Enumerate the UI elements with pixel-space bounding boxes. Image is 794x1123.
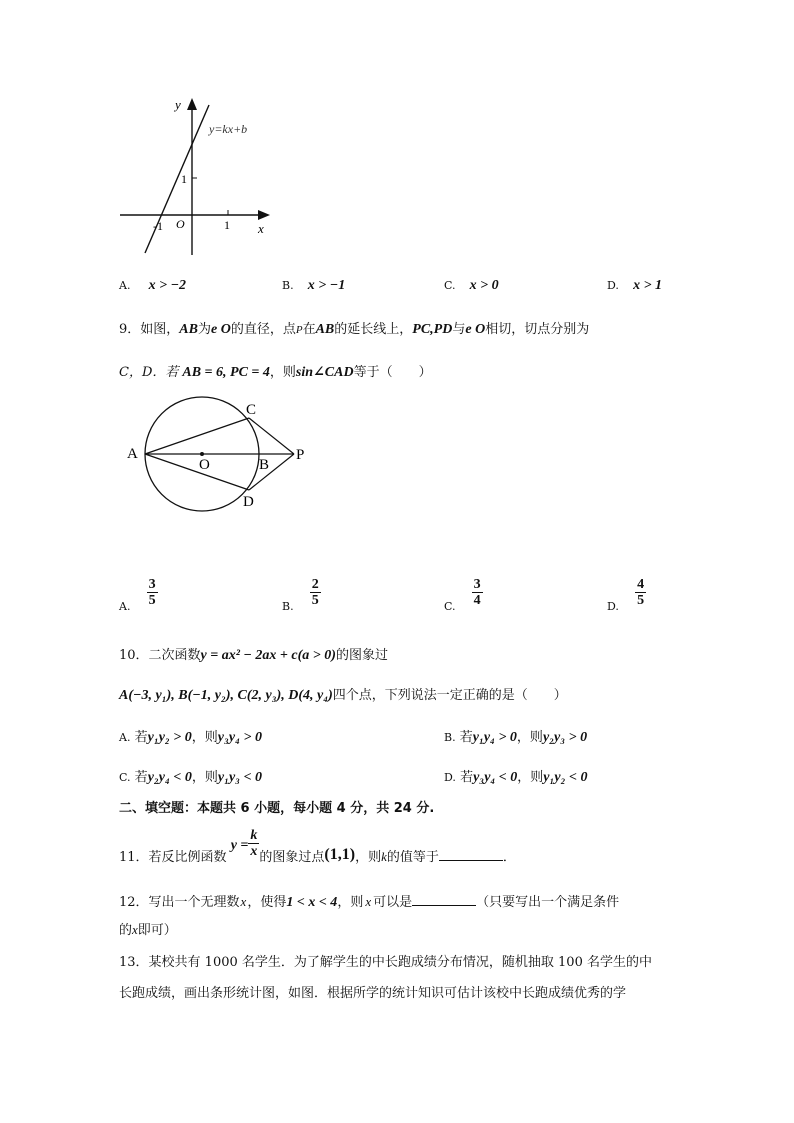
segment-ac: [145, 418, 249, 454]
q8-option-c: [444, 278, 499, 294]
text: 的值等于: [386, 850, 439, 865]
text: 的延长线上，: [334, 322, 413, 337]
option-expr: x > 1: [633, 278, 663, 293]
option-letter: C.: [444, 600, 456, 613]
math: y =: [230, 838, 249, 853]
q8-option-d: [607, 278, 662, 294]
math: AB: [315, 322, 335, 337]
math: e O: [465, 322, 486, 337]
math: A(−3, y₁), B(−1, y₂), C(2, y₃), D(4, y₄): [119, 688, 333, 703]
y-axis-label: y: [175, 97, 181, 112]
math: 1 < x < 4: [286, 895, 338, 910]
numerator: 3: [148, 577, 156, 592]
math: y = ax² − 2ax + c: [200, 648, 298, 663]
text: ，则: [191, 770, 218, 785]
tick-x1-label: 1: [224, 218, 230, 232]
origin-label: O: [176, 217, 185, 231]
denominator: x: [250, 844, 258, 859]
text: 11．若反比例函数: [119, 850, 227, 865]
label-d: D: [243, 494, 254, 510]
text: 为: [197, 322, 211, 337]
option-expr: x > 0: [469, 278, 499, 293]
text: ，则: [355, 850, 382, 865]
math: y₁y₂ < 0: [543, 770, 588, 785]
tick-neg1-label: -1: [153, 219, 163, 233]
text: 可以是: [373, 895, 413, 910]
option-letter: C.: [444, 279, 456, 292]
option-fraction: [147, 577, 158, 608]
text: 若: [134, 770, 148, 785]
q9-option-c: [444, 577, 483, 613]
numerator: 2: [311, 577, 319, 592]
q9-line2: [119, 361, 432, 381]
text: 10．二次函数: [119, 648, 201, 663]
denominator: 4: [473, 593, 481, 608]
text: ．: [502, 850, 516, 865]
math: y₁y₄ > 0: [472, 730, 517, 745]
math: AB = 6, PC = 4: [182, 365, 270, 380]
fraction-k-over-x: [248, 828, 259, 859]
text: 等于（ ）: [353, 365, 432, 380]
option-fraction: [635, 577, 646, 608]
section-heading: 二、填空题：本题共 6 小题，每小题 4 分，共 24 分.: [119, 801, 435, 816]
text: 若: [134, 730, 148, 745]
segment-ad: [145, 454, 249, 490]
math: AB: [179, 322, 198, 337]
text: ，则: [337, 895, 364, 910]
text: 若: [459, 730, 473, 745]
tick-y1-label: 1: [181, 172, 187, 186]
q13-line1: 13．某校共有 1000 名学生．为了解学生的中长跑成绩分布情况，随机抽取 100 名学生的中: [119, 955, 652, 970]
text: ，则: [269, 365, 296, 380]
q9-option-a: [119, 577, 158, 613]
text: ，则: [191, 730, 218, 745]
numerator: 3: [473, 577, 481, 592]
option-expr: x > −1: [307, 278, 346, 293]
y-axis-arrow: [187, 98, 197, 110]
option-fraction: [310, 577, 321, 608]
option-letter: D.: [607, 279, 619, 292]
q10-option-b: [444, 726, 587, 746]
circle-tangent-figure: [120, 390, 320, 515]
math: y₃y₄ > 0: [217, 730, 262, 745]
option-letter: B.: [282, 600, 294, 613]
math: PC,PD: [412, 322, 453, 337]
option-letter: B.: [444, 731, 456, 744]
option-expr: x > −2: [148, 278, 187, 293]
label-a: A: [127, 446, 138, 462]
text: C，D．若: [119, 365, 179, 380]
line-label: y=kx+b: [209, 122, 248, 136]
numerator: 4: [637, 577, 645, 592]
q10-option-a: [119, 726, 262, 746]
q12-line1: [119, 891, 619, 911]
option-letter: C.: [119, 771, 131, 784]
label-c: C: [246, 402, 257, 418]
text: 9．如图，: [119, 322, 180, 337]
q9-option-d: [607, 577, 646, 613]
option-fraction: [472, 577, 483, 608]
option-letter: D.: [607, 600, 619, 613]
text: 四个点，下列说法一定正确的是（ ）: [332, 688, 567, 703]
q9-line1: [119, 318, 589, 338]
option-letter: D.: [444, 771, 456, 784]
text: （只要写出一个满足条件: [476, 895, 620, 910]
math: y₂y₄ < 0: [147, 770, 192, 785]
math: x: [132, 922, 138, 937]
text: 的直径，点: [230, 322, 296, 337]
text: 在: [302, 322, 316, 337]
denominator: 5: [148, 593, 156, 608]
option-letter: A.: [119, 279, 131, 292]
q13-line2: 长跑成绩，画出条形统计图，如图．根据所学的统计知识可估计该校中长跑成绩优秀的学: [119, 986, 627, 1001]
q10-option-d: [444, 766, 587, 786]
text: 12．写出一个无理数: [119, 895, 240, 910]
math: y₃y₄ < 0: [473, 770, 518, 785]
q10-line2: [119, 684, 567, 704]
linear-function-graph: [115, 95, 280, 260]
q8-option-a: [119, 278, 186, 294]
q12-line2: [119, 919, 177, 938]
text: 相切，切点分别为: [485, 322, 590, 337]
q11-line: [119, 828, 516, 865]
math: y₂y₃ > 0: [542, 730, 588, 745]
math: (a > 0): [297, 648, 336, 663]
option-letter: B.: [282, 279, 294, 292]
math: y₁y₃ < 0: [217, 770, 263, 785]
text: 即可）: [137, 923, 177, 938]
text: 的图象过点: [259, 850, 325, 865]
text: ，使得: [247, 895, 287, 910]
math: P: [295, 324, 303, 336]
math: (1,1): [324, 846, 356, 863]
option-letter: A.: [119, 731, 131, 744]
math: k: [381, 849, 387, 864]
text: 的图象过: [335, 648, 388, 663]
x-axis-label: x: [258, 221, 264, 236]
q9-option-b: [282, 577, 321, 613]
q10-option-c: [119, 766, 262, 786]
math: e O: [210, 322, 231, 337]
math: sin∠CAD: [295, 365, 354, 380]
numerator: k: [250, 828, 258, 843]
math: x: [365, 894, 372, 909]
text: 与: [452, 322, 466, 337]
center-point: [200, 452, 204, 456]
denominator: 5: [637, 593, 645, 608]
x-axis-arrow: [258, 210, 270, 220]
label-o: O: [199, 457, 210, 473]
label-b: B: [259, 457, 270, 473]
denominator: 5: [311, 593, 319, 608]
q8-option-b: [282, 278, 345, 294]
answer-blank[interactable]: [439, 848, 503, 861]
math: x: [240, 894, 247, 909]
text: 若: [460, 770, 474, 785]
answer-blank[interactable]: [412, 893, 476, 906]
math: y₁y₂ > 0: [147, 730, 192, 745]
q10-line1: [119, 644, 388, 664]
option-letter: A.: [119, 600, 131, 613]
text: 的: [119, 923, 133, 938]
label-p: P: [296, 447, 305, 463]
text: ，则: [516, 730, 543, 745]
text: ，则: [517, 770, 544, 785]
